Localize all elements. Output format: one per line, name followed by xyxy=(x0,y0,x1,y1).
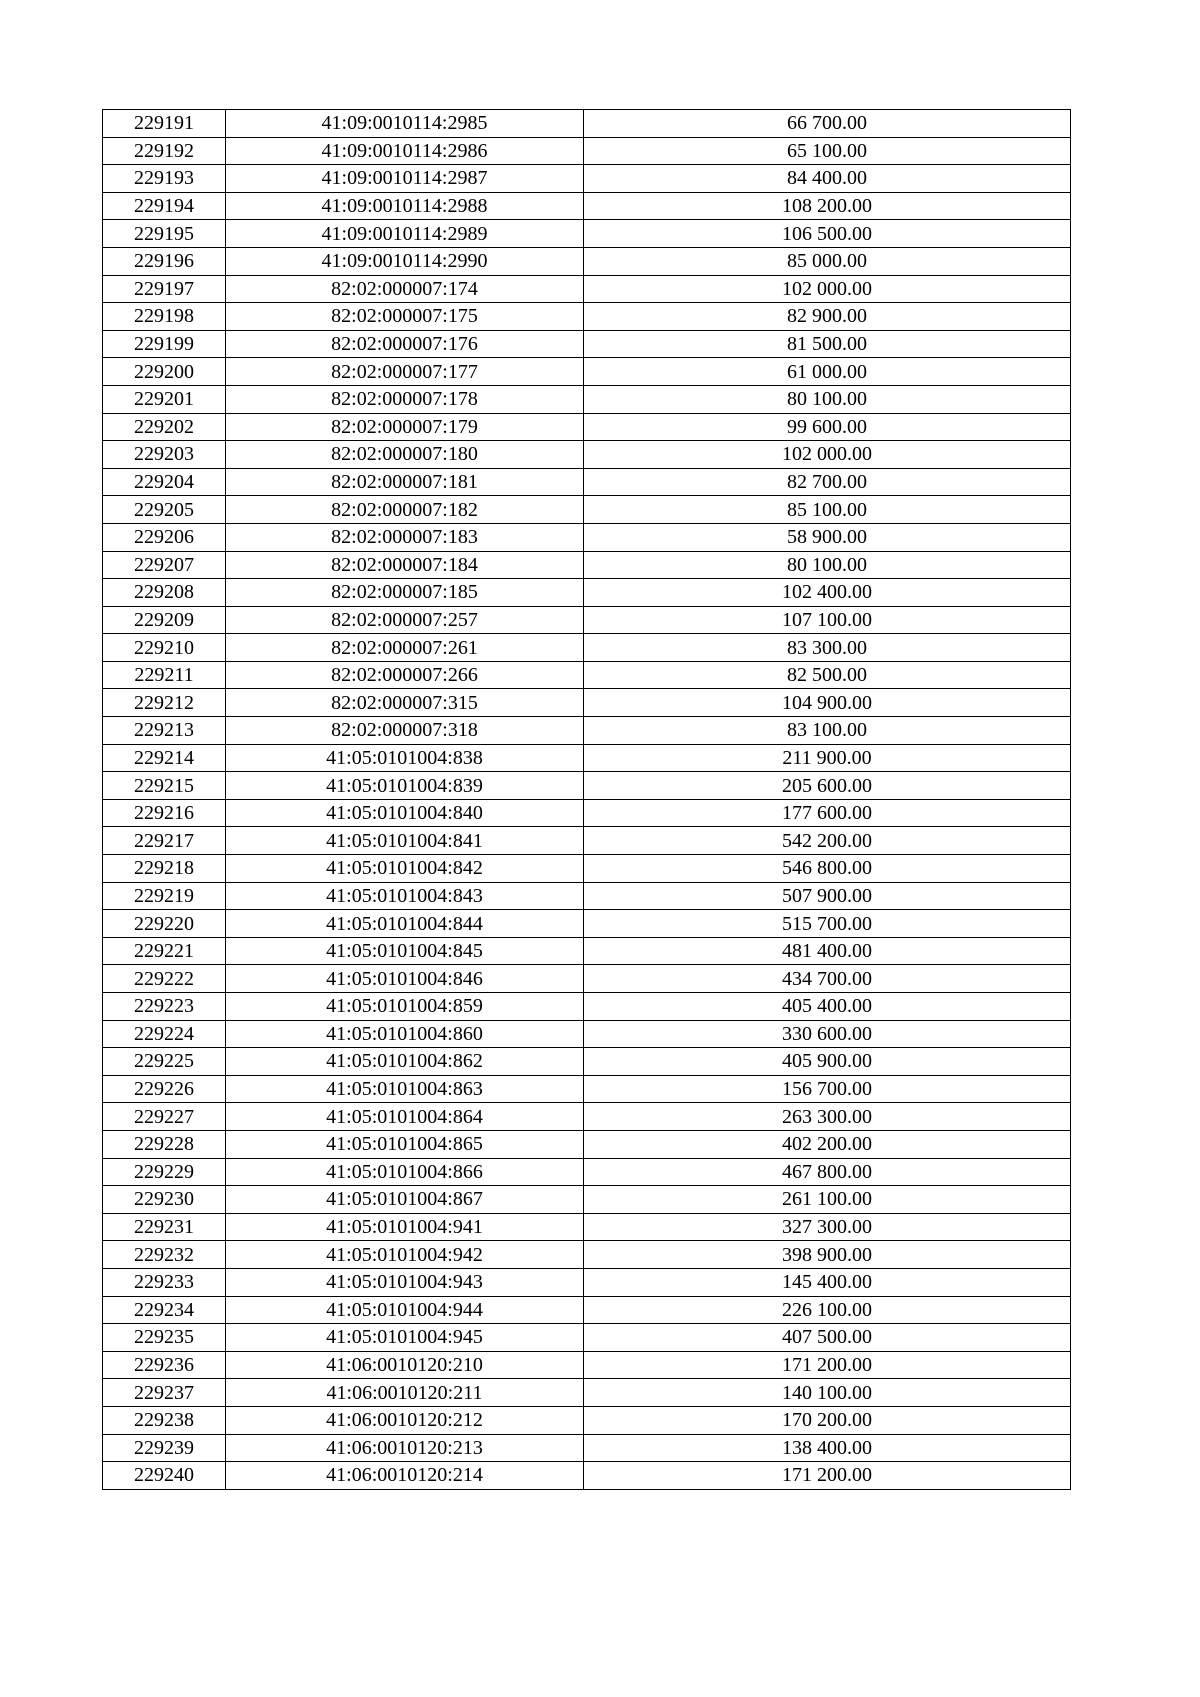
table-row xyxy=(103,1296,1071,1324)
table-row xyxy=(103,579,1071,607)
value-cell: 85 100.00 xyxy=(584,496,1071,524)
row-number-cell: 229205 xyxy=(103,496,226,524)
row-number-cell: 229213 xyxy=(103,717,226,745)
cadastral-number-cell: 41:05:0101004:841 xyxy=(226,827,584,855)
row-number-cell: 229231 xyxy=(103,1213,226,1241)
cadastral-number-cell: 41:05:0101004:843 xyxy=(226,882,584,910)
table-row xyxy=(103,413,1071,441)
row-number-cell: 229234 xyxy=(103,1296,226,1324)
row-number-cell: 229199 xyxy=(103,330,226,358)
cadastral-number-cell: 41:05:0101004:941 xyxy=(226,1213,584,1241)
row-number-cell: 229208 xyxy=(103,579,226,607)
cadastral-number-cell: 41:05:0101004:838 xyxy=(226,744,584,772)
row-number-cell: 229233 xyxy=(103,1268,226,1296)
row-number-cell: 229226 xyxy=(103,1075,226,1103)
row-number-cell: 229218 xyxy=(103,855,226,883)
row-number-cell: 229202 xyxy=(103,413,226,441)
table-row xyxy=(103,744,1071,772)
value-cell: 82 900.00 xyxy=(584,303,1071,331)
cadastral-number-cell: 82:02:000007:266 xyxy=(226,661,584,689)
cadastral-number-cell: 82:02:000007:315 xyxy=(226,689,584,717)
value-cell: 66 700.00 xyxy=(584,110,1071,138)
cadastral-number-cell: 41:05:0101004:943 xyxy=(226,1268,584,1296)
cadastral-number-cell: 41:05:0101004:842 xyxy=(226,855,584,883)
cadastral-number-cell: 41:05:0101004:860 xyxy=(226,1020,584,1048)
cadastral-number-cell: 41:05:0101004:866 xyxy=(226,1158,584,1186)
row-number-cell: 229220 xyxy=(103,910,226,938)
value-cell: 82 700.00 xyxy=(584,468,1071,496)
table-row xyxy=(103,1186,1071,1214)
value-cell: 83 300.00 xyxy=(584,634,1071,662)
value-cell: 481 400.00 xyxy=(584,937,1071,965)
cadastral-number-cell: 41:05:0101004:846 xyxy=(226,965,584,993)
cadastral-number-cell: 41:06:0010120:211 xyxy=(226,1379,584,1407)
table-row xyxy=(103,220,1071,248)
cadastral-number-cell: 41:09:0010114:2985 xyxy=(226,110,584,138)
table-row xyxy=(103,910,1071,938)
value-cell: 467 800.00 xyxy=(584,1158,1071,1186)
table-row xyxy=(103,165,1071,193)
row-number-cell: 229232 xyxy=(103,1241,226,1269)
row-number-cell: 229204 xyxy=(103,468,226,496)
table-row xyxy=(103,385,1071,413)
cadastral-number-cell: 41:05:0101004:863 xyxy=(226,1075,584,1103)
cadastral-number-cell: 82:02:000007:257 xyxy=(226,606,584,634)
records-table xyxy=(102,109,1071,1490)
value-cell: 80 100.00 xyxy=(584,385,1071,413)
value-cell: 104 900.00 xyxy=(584,689,1071,717)
row-number-cell: 229235 xyxy=(103,1324,226,1352)
value-cell: 171 200.00 xyxy=(584,1462,1071,1490)
table-row xyxy=(103,1268,1071,1296)
table-row xyxy=(103,1351,1071,1379)
value-cell: 263 300.00 xyxy=(584,1103,1071,1131)
records-table-body xyxy=(103,110,1071,1490)
value-cell: 83 100.00 xyxy=(584,717,1071,745)
value-cell: 330 600.00 xyxy=(584,1020,1071,1048)
cadastral-number-cell: 82:02:000007:185 xyxy=(226,579,584,607)
value-cell: 211 900.00 xyxy=(584,744,1071,772)
cadastral-number-cell: 82:02:000007:179 xyxy=(226,413,584,441)
row-number-cell: 229212 xyxy=(103,689,226,717)
table-row xyxy=(103,110,1071,138)
value-cell: 65 100.00 xyxy=(584,137,1071,165)
value-cell: 82 500.00 xyxy=(584,661,1071,689)
cadastral-number-cell: 82:02:000007:182 xyxy=(226,496,584,524)
value-cell: 170 200.00 xyxy=(584,1406,1071,1434)
cadastral-number-cell: 41:09:0010114:2986 xyxy=(226,137,584,165)
cadastral-number-cell: 41:05:0101004:862 xyxy=(226,1048,584,1076)
row-number-cell: 229225 xyxy=(103,1048,226,1076)
row-number-cell: 229195 xyxy=(103,220,226,248)
cadastral-number-cell: 82:02:000007:318 xyxy=(226,717,584,745)
value-cell: 405 400.00 xyxy=(584,993,1071,1021)
cadastral-number-cell: 82:02:000007:184 xyxy=(226,551,584,579)
value-cell: 261 100.00 xyxy=(584,1186,1071,1214)
value-cell: 542 200.00 xyxy=(584,827,1071,855)
table-row xyxy=(103,1213,1071,1241)
row-number-cell: 229230 xyxy=(103,1186,226,1214)
table-row xyxy=(103,1048,1071,1076)
row-number-cell: 229221 xyxy=(103,937,226,965)
value-cell: 226 100.00 xyxy=(584,1296,1071,1324)
table-row xyxy=(103,137,1071,165)
value-cell: 327 300.00 xyxy=(584,1213,1071,1241)
cadastral-number-cell: 41:09:0010114:2987 xyxy=(226,165,584,193)
cadastral-number-cell: 41:06:0010120:213 xyxy=(226,1434,584,1462)
row-number-cell: 229219 xyxy=(103,882,226,910)
cadastral-number-cell: 82:02:000007:174 xyxy=(226,275,584,303)
table-row xyxy=(103,634,1071,662)
row-number-cell: 229210 xyxy=(103,634,226,662)
value-cell: 515 700.00 xyxy=(584,910,1071,938)
table-row xyxy=(103,330,1071,358)
row-number-cell: 229217 xyxy=(103,827,226,855)
value-cell: 145 400.00 xyxy=(584,1268,1071,1296)
cadastral-number-cell: 41:05:0101004:845 xyxy=(226,937,584,965)
table-row xyxy=(103,937,1071,965)
table-row xyxy=(103,965,1071,993)
row-number-cell: 229196 xyxy=(103,247,226,275)
row-number-cell: 229238 xyxy=(103,1406,226,1434)
row-number-cell: 229229 xyxy=(103,1158,226,1186)
value-cell: 405 900.00 xyxy=(584,1048,1071,1076)
row-number-cell: 229227 xyxy=(103,1103,226,1131)
table-row xyxy=(103,689,1071,717)
row-number-cell: 229224 xyxy=(103,1020,226,1048)
cadastral-number-cell: 82:02:000007:261 xyxy=(226,634,584,662)
table-row xyxy=(103,799,1071,827)
table-row xyxy=(103,1020,1071,1048)
cadastral-number-cell: 41:06:0010120:210 xyxy=(226,1351,584,1379)
value-cell: 407 500.00 xyxy=(584,1324,1071,1352)
value-cell: 106 500.00 xyxy=(584,220,1071,248)
row-number-cell: 229209 xyxy=(103,606,226,634)
value-cell: 107 100.00 xyxy=(584,606,1071,634)
value-cell: 140 100.00 xyxy=(584,1379,1071,1407)
table-row xyxy=(103,303,1071,331)
value-cell: 108 200.00 xyxy=(584,192,1071,220)
row-number-cell: 229201 xyxy=(103,385,226,413)
value-cell: 546 800.00 xyxy=(584,855,1071,883)
table-row xyxy=(103,993,1071,1021)
cadastral-number-cell: 41:05:0101004:942 xyxy=(226,1241,584,1269)
row-number-cell: 229216 xyxy=(103,799,226,827)
value-cell: 81 500.00 xyxy=(584,330,1071,358)
row-number-cell: 229222 xyxy=(103,965,226,993)
cadastral-number-cell: 82:02:000007:176 xyxy=(226,330,584,358)
value-cell: 102 400.00 xyxy=(584,579,1071,607)
table-row xyxy=(103,855,1071,883)
row-number-cell: 229239 xyxy=(103,1434,226,1462)
row-number-cell: 229237 xyxy=(103,1379,226,1407)
table-row xyxy=(103,606,1071,634)
value-cell: 171 200.00 xyxy=(584,1351,1071,1379)
value-cell: 102 000.00 xyxy=(584,275,1071,303)
cadastral-number-cell: 82:02:000007:180 xyxy=(226,441,584,469)
cadastral-number-cell: 41:05:0101004:944 xyxy=(226,1296,584,1324)
value-cell: 156 700.00 xyxy=(584,1075,1071,1103)
row-number-cell: 229197 xyxy=(103,275,226,303)
cadastral-number-cell: 41:05:0101004:844 xyxy=(226,910,584,938)
table-row xyxy=(103,1462,1071,1490)
table-row xyxy=(103,441,1071,469)
row-number-cell: 229191 xyxy=(103,110,226,138)
table-row xyxy=(103,1379,1071,1407)
table-row xyxy=(103,772,1071,800)
value-cell: 61 000.00 xyxy=(584,358,1071,386)
row-number-cell: 229211 xyxy=(103,661,226,689)
cadastral-number-cell: 82:02:000007:183 xyxy=(226,523,584,551)
row-number-cell: 229207 xyxy=(103,551,226,579)
row-number-cell: 229236 xyxy=(103,1351,226,1379)
table-row xyxy=(103,275,1071,303)
cadastral-number-cell: 41:05:0101004:840 xyxy=(226,799,584,827)
value-cell: 80 100.00 xyxy=(584,551,1071,579)
cadastral-number-cell: 41:05:0101004:945 xyxy=(226,1324,584,1352)
row-number-cell: 229223 xyxy=(103,993,226,1021)
table-row xyxy=(103,1103,1071,1131)
row-number-cell: 229240 xyxy=(103,1462,226,1490)
row-number-cell: 229200 xyxy=(103,358,226,386)
cadastral-number-cell: 41:09:0010114:2988 xyxy=(226,192,584,220)
cadastral-number-cell: 41:05:0101004:865 xyxy=(226,1130,584,1158)
table-row xyxy=(103,661,1071,689)
table-row xyxy=(103,468,1071,496)
value-cell: 177 600.00 xyxy=(584,799,1071,827)
value-cell: 138 400.00 xyxy=(584,1434,1071,1462)
table-row xyxy=(103,1324,1071,1352)
value-cell: 99 600.00 xyxy=(584,413,1071,441)
table-row xyxy=(103,192,1071,220)
cadastral-number-cell: 41:09:0010114:2989 xyxy=(226,220,584,248)
table-row xyxy=(103,1241,1071,1269)
table-row xyxy=(103,247,1071,275)
value-cell: 402 200.00 xyxy=(584,1130,1071,1158)
table-row xyxy=(103,551,1071,579)
table-row xyxy=(103,523,1071,551)
cadastral-number-cell: 41:05:0101004:867 xyxy=(226,1186,584,1214)
cadastral-number-cell: 82:02:000007:175 xyxy=(226,303,584,331)
row-number-cell: 229206 xyxy=(103,523,226,551)
table-row xyxy=(103,717,1071,745)
cadastral-number-cell: 82:02:000007:181 xyxy=(226,468,584,496)
cadastral-number-cell: 41:05:0101004:864 xyxy=(226,1103,584,1131)
table-row xyxy=(103,1075,1071,1103)
cadastral-number-cell: 41:05:0101004:839 xyxy=(226,772,584,800)
table-row xyxy=(103,1434,1071,1462)
cadastral-number-cell: 41:09:0010114:2990 xyxy=(226,247,584,275)
value-cell: 507 900.00 xyxy=(584,882,1071,910)
value-cell: 102 000.00 xyxy=(584,441,1071,469)
cadastral-number-cell: 82:02:000007:177 xyxy=(226,358,584,386)
row-number-cell: 229215 xyxy=(103,772,226,800)
table-row xyxy=(103,496,1071,524)
cadastral-number-cell: 82:02:000007:178 xyxy=(226,385,584,413)
value-cell: 85 000.00 xyxy=(584,247,1071,275)
table-row xyxy=(103,882,1071,910)
value-cell: 434 700.00 xyxy=(584,965,1071,993)
row-number-cell: 229228 xyxy=(103,1130,226,1158)
table-row xyxy=(103,358,1071,386)
value-cell: 205 600.00 xyxy=(584,772,1071,800)
row-number-cell: 229192 xyxy=(103,137,226,165)
table-row xyxy=(103,1406,1071,1434)
row-number-cell: 229194 xyxy=(103,192,226,220)
value-cell: 398 900.00 xyxy=(584,1241,1071,1269)
row-number-cell: 229214 xyxy=(103,744,226,772)
table-row xyxy=(103,827,1071,855)
row-number-cell: 229193 xyxy=(103,165,226,193)
table-row xyxy=(103,1158,1071,1186)
row-number-cell: 229198 xyxy=(103,303,226,331)
cadastral-number-cell: 41:06:0010120:214 xyxy=(226,1462,584,1490)
cadastral-number-cell: 41:05:0101004:859 xyxy=(226,993,584,1021)
table-row xyxy=(103,1130,1071,1158)
value-cell: 58 900.00 xyxy=(584,523,1071,551)
row-number-cell: 229203 xyxy=(103,441,226,469)
cadastral-number-cell: 41:06:0010120:212 xyxy=(226,1406,584,1434)
value-cell: 84 400.00 xyxy=(584,165,1071,193)
